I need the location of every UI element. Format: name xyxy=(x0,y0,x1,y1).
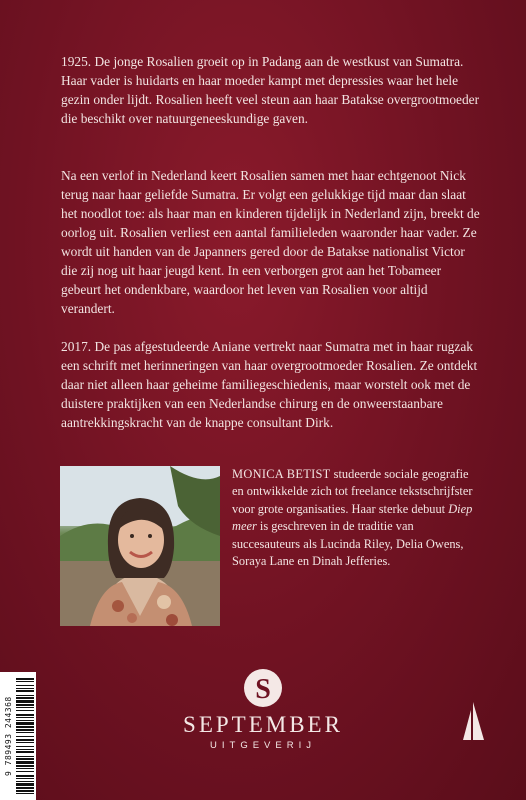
barcode-bar xyxy=(16,751,34,753)
barcode-bar xyxy=(16,685,34,686)
barcode-bar xyxy=(16,790,34,792)
barcode-bar xyxy=(16,787,34,789)
book-title: Diep meer xyxy=(232,501,473,534)
barcode-bar xyxy=(16,688,34,689)
blurb-paragraph-1925: 1925. De jonge Rosalien groeit op in Padang aan de westkust van Sumatra. Haar vader is huidarts en haar moeder kampt met depressies waar het hele gezin onder lijdt. Rosalien heeft veel steun aan haar Batakse overgrootmoeder die beschikt over natuurgeneeskundige gaven. xyxy=(61,54,480,126)
author-bio-text-2: is geschreven in de traditie van succesauteurs als Lucinda Riley, Delia Owens, Soraya Lane en Dinah Jefferies. xyxy=(232,519,464,569)
barcode-bar xyxy=(16,697,34,699)
sail-logo-icon xyxy=(460,700,486,747)
barcode-bar xyxy=(16,700,34,703)
barcode-bar xyxy=(16,690,34,692)
barcode-bar xyxy=(16,768,34,769)
barcode-bar xyxy=(16,793,34,794)
barcode-bar xyxy=(16,707,34,708)
blurb-paragraph-sumatra: Na een verlof in Nederland keert Rosalien samen met haar echtgenoot Nick terug naar haar geliefde Sumatra. Er volgt een gelukkige tijd maar dan slaat het noodlot toe: als haar man en kinderen tijdelijk in Nederland zijn, breekt de oorlog uit. Rosalien verliest een aantal familieleden waaronder haar vader. Ze wordt uit handen van de Japanners gered door de Batakse nationalist Victor die zij nog uit haar jeugd kent. In een verborgen grot aan het Tobameer gebeurt het ondenkbare, waardoor het leven van Rosalien voor altijd verandert. xyxy=(61,168,480,316)
author-bio xyxy=(232,466,482,570)
barcode-bar xyxy=(16,771,34,772)
barcode-digits: 9 789493 244368 xyxy=(4,696,13,776)
publisher-logo-icon xyxy=(243,668,283,713)
barcode-bar xyxy=(16,783,34,786)
author-bio-text-1: studeerde sociale geografie en ontwikkelde zich tot freelance tekstschrijfster voor grote organisaties. Haar sterke debuut xyxy=(232,467,473,516)
barcode-bar xyxy=(16,775,34,777)
barcode-bar xyxy=(16,695,34,696)
barcode-bar xyxy=(16,678,34,680)
publisher-name: SEPTEMBER xyxy=(183,712,343,737)
barcode-bar xyxy=(16,765,34,767)
barcode-bar xyxy=(16,681,34,682)
author-photo xyxy=(60,466,220,626)
barcode-bar xyxy=(16,761,34,764)
barcode-bar xyxy=(16,758,34,760)
author-name: MONICA BETIST xyxy=(232,467,331,481)
barcode-bar xyxy=(16,710,34,711)
publisher-logo-letter: S xyxy=(255,674,271,705)
barcode-bar xyxy=(16,778,34,779)
barcode-bar xyxy=(16,781,34,782)
barcode-bar xyxy=(16,756,34,757)
publisher-subtitle: UITGEVERIJ xyxy=(210,740,316,751)
blurb-paragraph-2017: 2017. De pas afgestudeerde Aniane vertrekt naar Sumatra met in haar rugzak een schrift met herinneringen van haar overgrootmoeder Rosalien. Ze ontdekt daar niet alleen haar geheime familiegeschiedenis, maar worstelt ook met de duistere praktijken van een Nederlandse chirurg en de onweerstaanbare aantrekkingskracht van de knappe consultant Dirk. xyxy=(61,339,478,430)
barcode-bar xyxy=(16,704,34,706)
